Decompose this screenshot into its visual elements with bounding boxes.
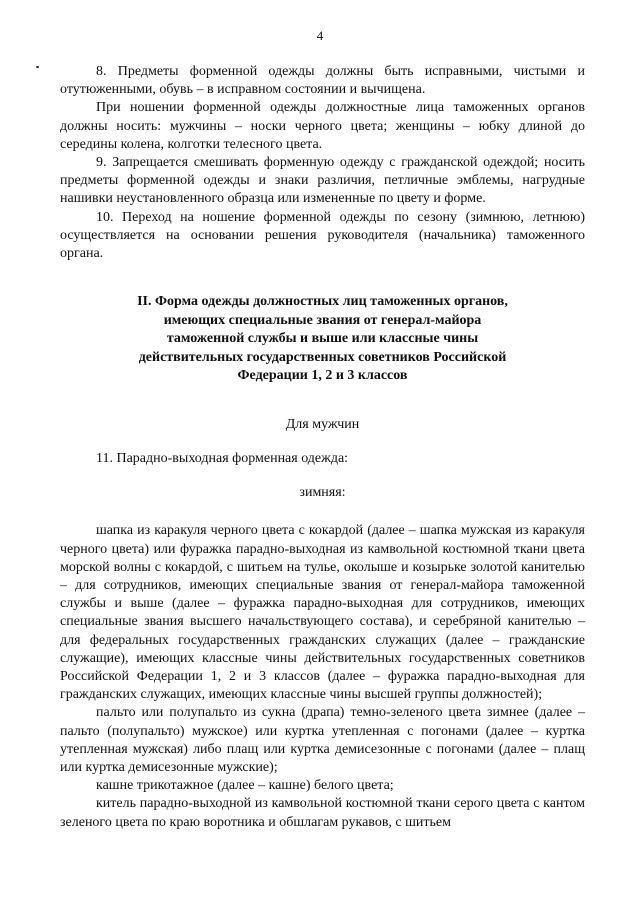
paragraph-scarf: кашне трикотажное (далее – кашне) белого цвета; [96,778,394,794]
paragraph-9: 9. Запрещается смешивать форменную одежду с гражданской одеждой; носить предметы форменной одежды и знаки различия, петличные эмблемы, нагрудные нашивки неустановленного образца или измененные по цвету и форме. [60,155,585,207]
paragraph-8: 8. Предметы форменной одежды должны быть исправными, чистыми и отутюженными, обувь – в исправном состоянии и вычищена. [60,64,585,98]
page-number: 4 [316,28,324,43]
paragraph-hat: шапка из каракуля черного цвета с кокардой (далее – шапка мужская из каракуля черного цвета) или фуражка парадно-выходная из камвольной костюмной ткани цвета морской волны с кокардой, с шитьем на тулье, околыше и козырьке золотой канителью – для сотрудников, имеющих специальные звания от генерал-майора таможенной службы и выше (далее – фуражка парадно-выходная для сотрудников, имеющих специальные звания высшего начальствующего состава), и серебряной канителью – для федеральных государственных гражданских служащих (далее – гражданские служащие), имеющих классные чины действительных государственных советников Российской Федерации 1, 2 и 3 классов (далее – фуражка парадно-выходная для гражданских служащих, имеющих классные чины высшей группы должностей); [60,523,585,703]
document-body [60,63,585,832]
paragraph-10: 10. Переход на ношение форменной одежды по сезону (зимнюю, летнюю) осуществляется на основании решения руководителя (начальника) таможенного органа. [60,209,585,262]
section-heading: II. Форма одежды должностных лиц таможенных органов, имеющих специальные звания от генерал-майора таможенной службы и выше или классные чины действительных государственных советников Российской Федерации 1, 2 и 3 классов [137,294,508,384]
paragraph-dress-rules: При ношении форменной одежды должностные лица таможенных органов должны носить: мужчины – носки черного цвета; женщины – юбку длиной до середины колена, колготки телесного цвета. [60,100,585,152]
season-label: зимняя: [299,485,346,501]
subheading-men: Для мужчин [285,416,360,432]
item-11-title: 11. Парадно-выходная форменная одежда: [96,450,349,466]
paragraph-tunic: китель парадно-выходной из камвольной костюмной ткани серого цвета с кантом зеленого цвета по краю воротника и обшлагам рукавов, с шитьем [60,796,585,830]
scan-artifact-dot [36,66,39,68]
paragraph-coat: пальто или полупальто из сукна (драпа) темно-зеленого цвета зимнее (далее – пальто (полупальто) мужское) или куртка утепленная с погонами (далее – куртка утепленная мужская) либо плащ или куртка демисезонные с погонами (далее – плащ или куртка демисезонные мужские); [60,705,585,775]
